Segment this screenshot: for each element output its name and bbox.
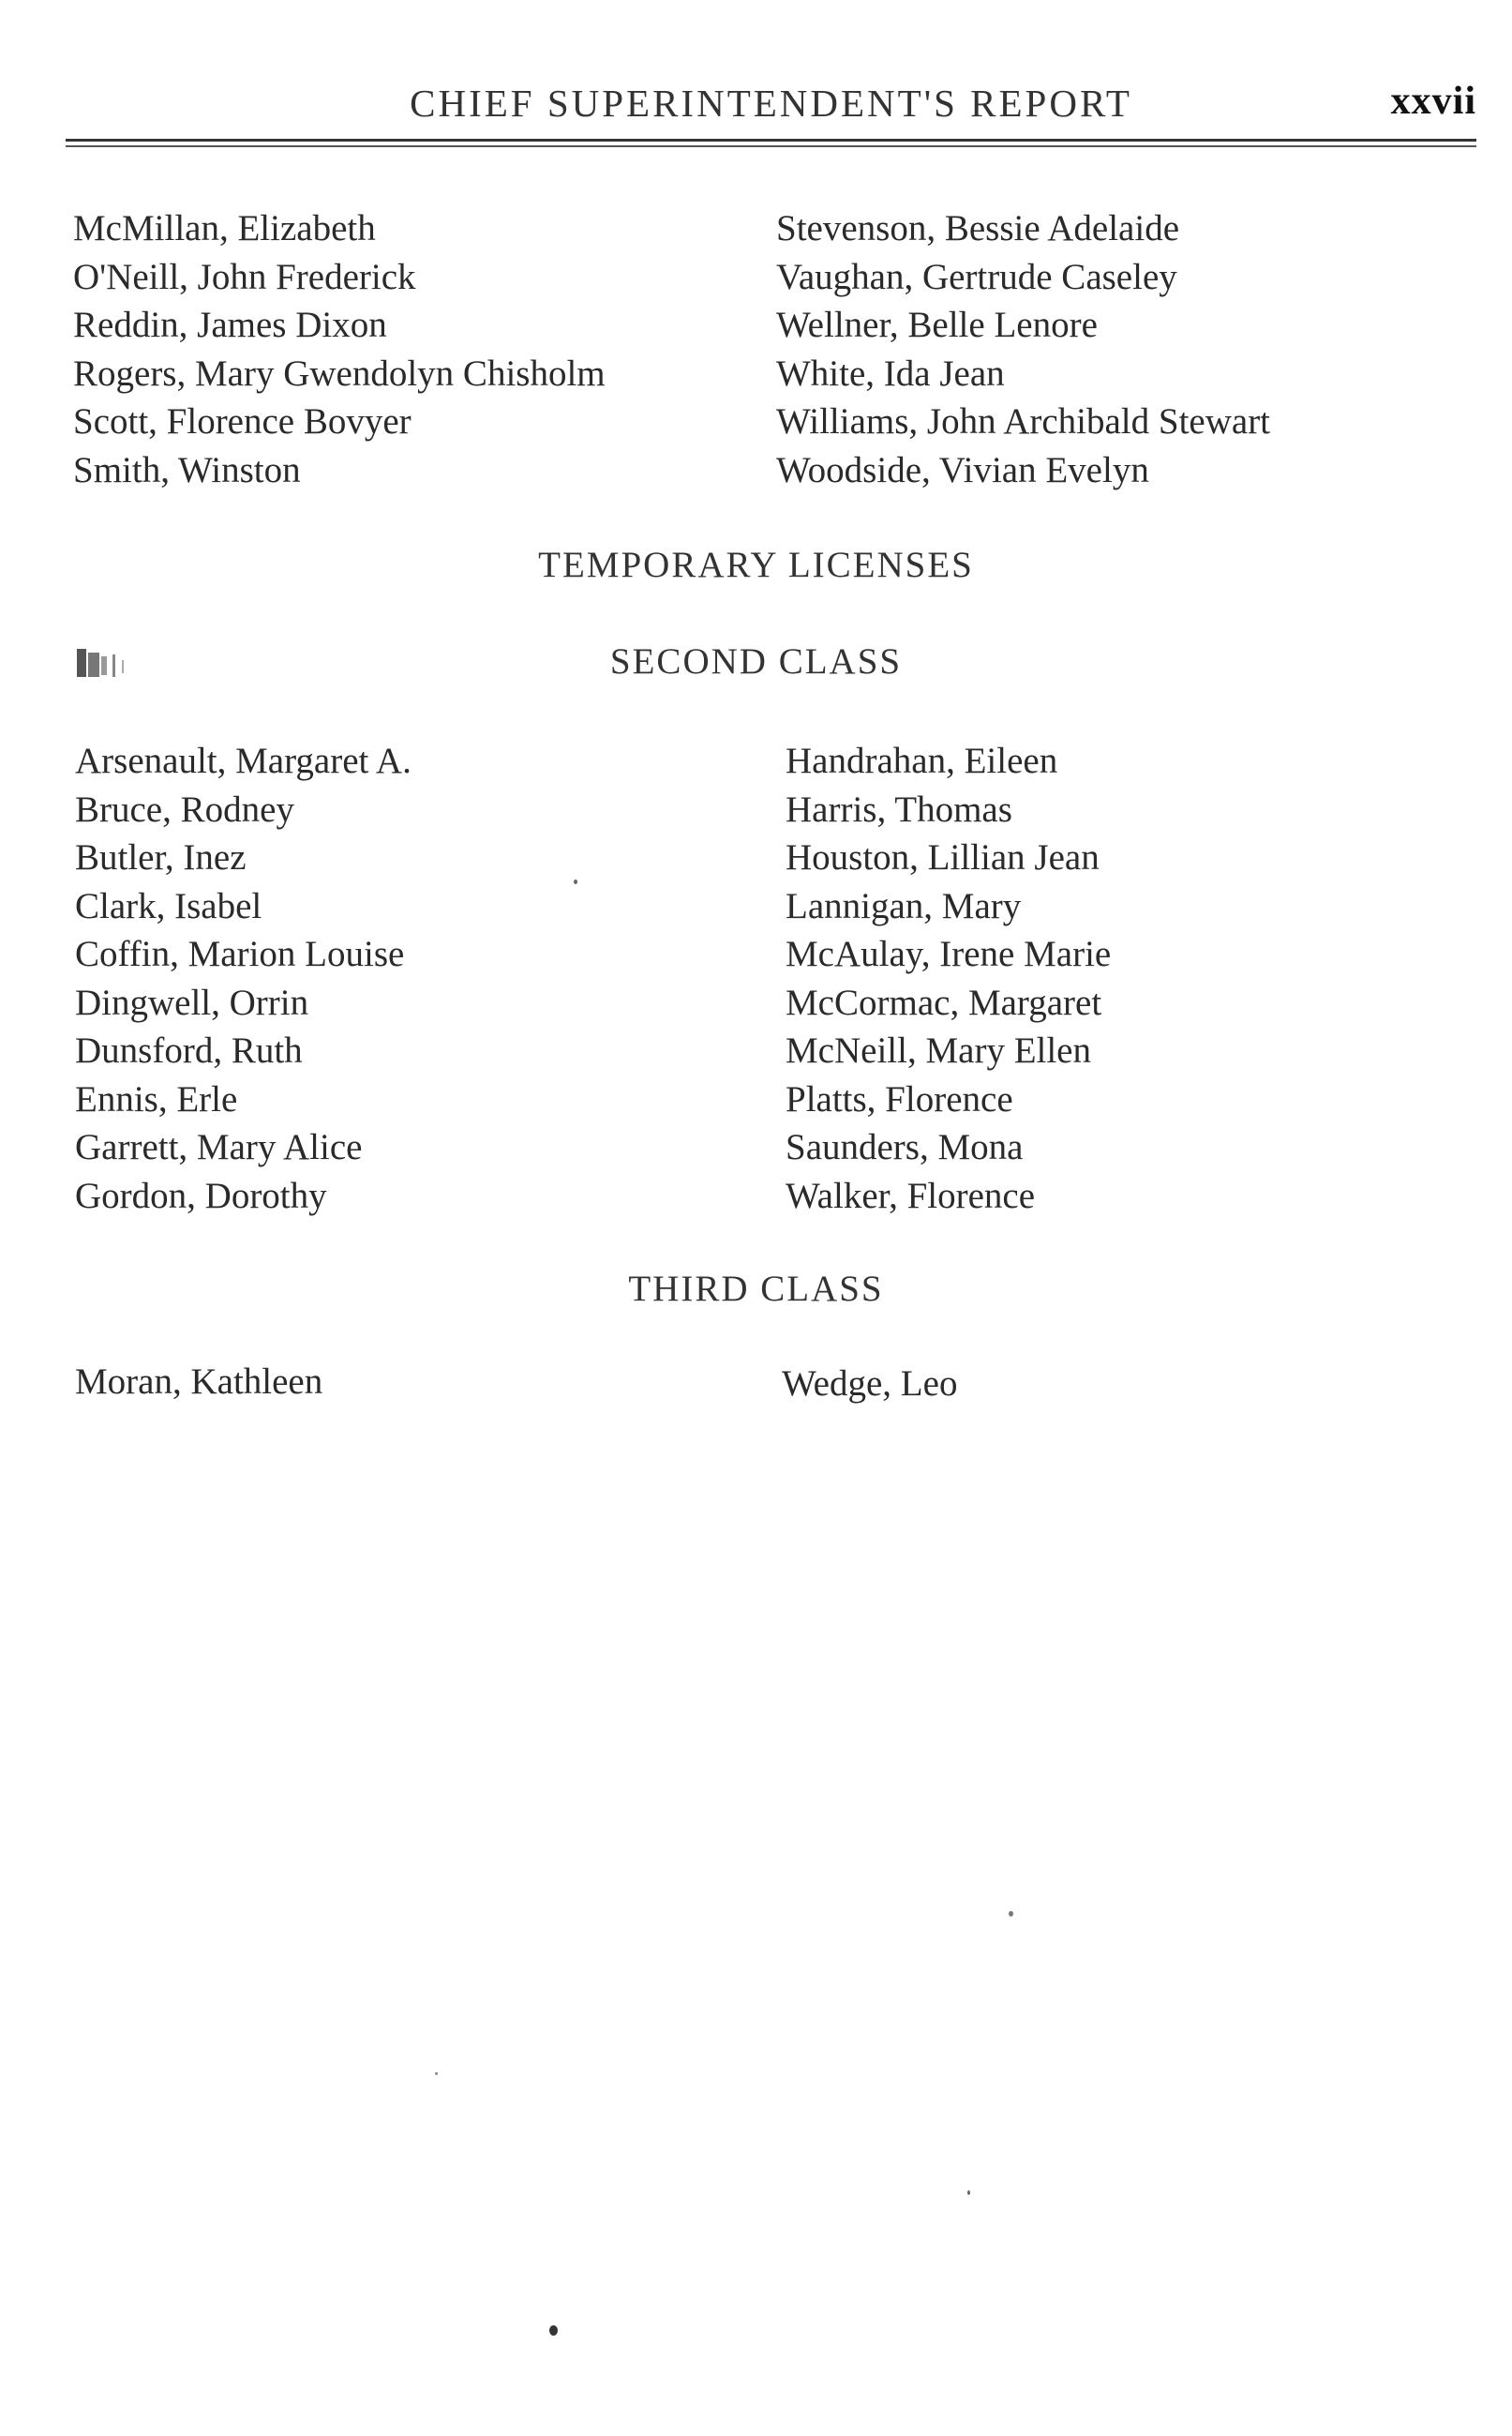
third-class-heading: THIRD CLASS [628, 1269, 884, 1309]
list-item: Saunders, Mona [786, 1127, 1024, 1167]
list-item: Lannigan, Mary [786, 885, 1022, 926]
third-class-list-right [782, 1360, 957, 1408]
second-class-list-right [786, 737, 1111, 1220]
list-item: Smith, Winston [73, 449, 301, 490]
list-item: Bruce, Rodney [75, 789, 294, 830]
list-item: Vaughan, Gertrude Caseley [776, 256, 1177, 297]
continued-list-left [73, 204, 606, 494]
list-item: McCormac, Margaret [786, 982, 1102, 1023]
list-item: Woodside, Vivian Evelyn [776, 449, 1149, 490]
second-class-heading: SECOND CLASS [609, 641, 903, 682]
list-item: McNeill, Mary Ellen [786, 1030, 1091, 1071]
list-item: Dingwell, Orrin [75, 982, 309, 1023]
list-item: Ennis, Erle [75, 1078, 238, 1120]
list-item: Handrahan, Eileen [786, 741, 1058, 781]
list-item: Walker, Florence [786, 1175, 1036, 1216]
list-item: Reddin, James Dixon [73, 305, 387, 345]
list-item: Williams, John Archibald Stewart [776, 401, 1271, 442]
header-rule [66, 139, 1476, 142]
temporary-licenses-heading: TEMPORARY LICENSES [538, 545, 974, 585]
scan-speck [574, 880, 577, 884]
list-item: Wellner, Belle Lenore [776, 305, 1098, 345]
list-item: Dunsford, Ruth [75, 1030, 303, 1071]
page-number: xxvii [1390, 80, 1476, 123]
header-rule-thin [66, 145, 1476, 147]
third-class-list-left [75, 1358, 322, 1406]
continued-list-right [776, 204, 1270, 494]
list-item: Harris, Thomas [786, 789, 1012, 830]
scan-speck [967, 2190, 970, 2195]
list-item: O'Neill, John Frederick [73, 256, 416, 297]
list-item: Rogers, Mary Gwendolyn Chisholm [73, 353, 606, 394]
list-item: Coffin, Marion Louise [75, 934, 405, 974]
scan-speck [435, 2072, 438, 2075]
list-item: Platts, Florence [786, 1078, 1013, 1120]
list-item: Scott, Florence Bovyer [73, 401, 412, 442]
list-item: McMillan, Elizabeth [73, 208, 376, 248]
scan-speck [1009, 1911, 1013, 1917]
list-item: Clark, Isabel [75, 885, 262, 926]
running-head [66, 75, 1476, 131]
list-item: Wedge, Leo [782, 1363, 958, 1404]
scan-speck [549, 2325, 558, 2336]
list-item: Arsenault, Margaret A. [75, 741, 412, 781]
list-item: Gordon, Dorothy [75, 1175, 327, 1216]
list-item: Butler, Inez [75, 837, 247, 878]
list-item: Houston, Lillian Jean [786, 837, 1100, 878]
list-item: Garrett, Mary Alice [75, 1127, 363, 1167]
list-item: White, Ida Jean [776, 353, 1005, 394]
second-class-list-left [75, 737, 412, 1220]
running-title: CHIEF SUPERINTENDENT'S REPORT [410, 82, 1132, 125]
list-item: McAulay, Irene Marie [786, 934, 1112, 974]
list-item: Moran, Kathleen [75, 1361, 323, 1402]
list-item: Stevenson, Bessie Adelaide [776, 208, 1180, 248]
